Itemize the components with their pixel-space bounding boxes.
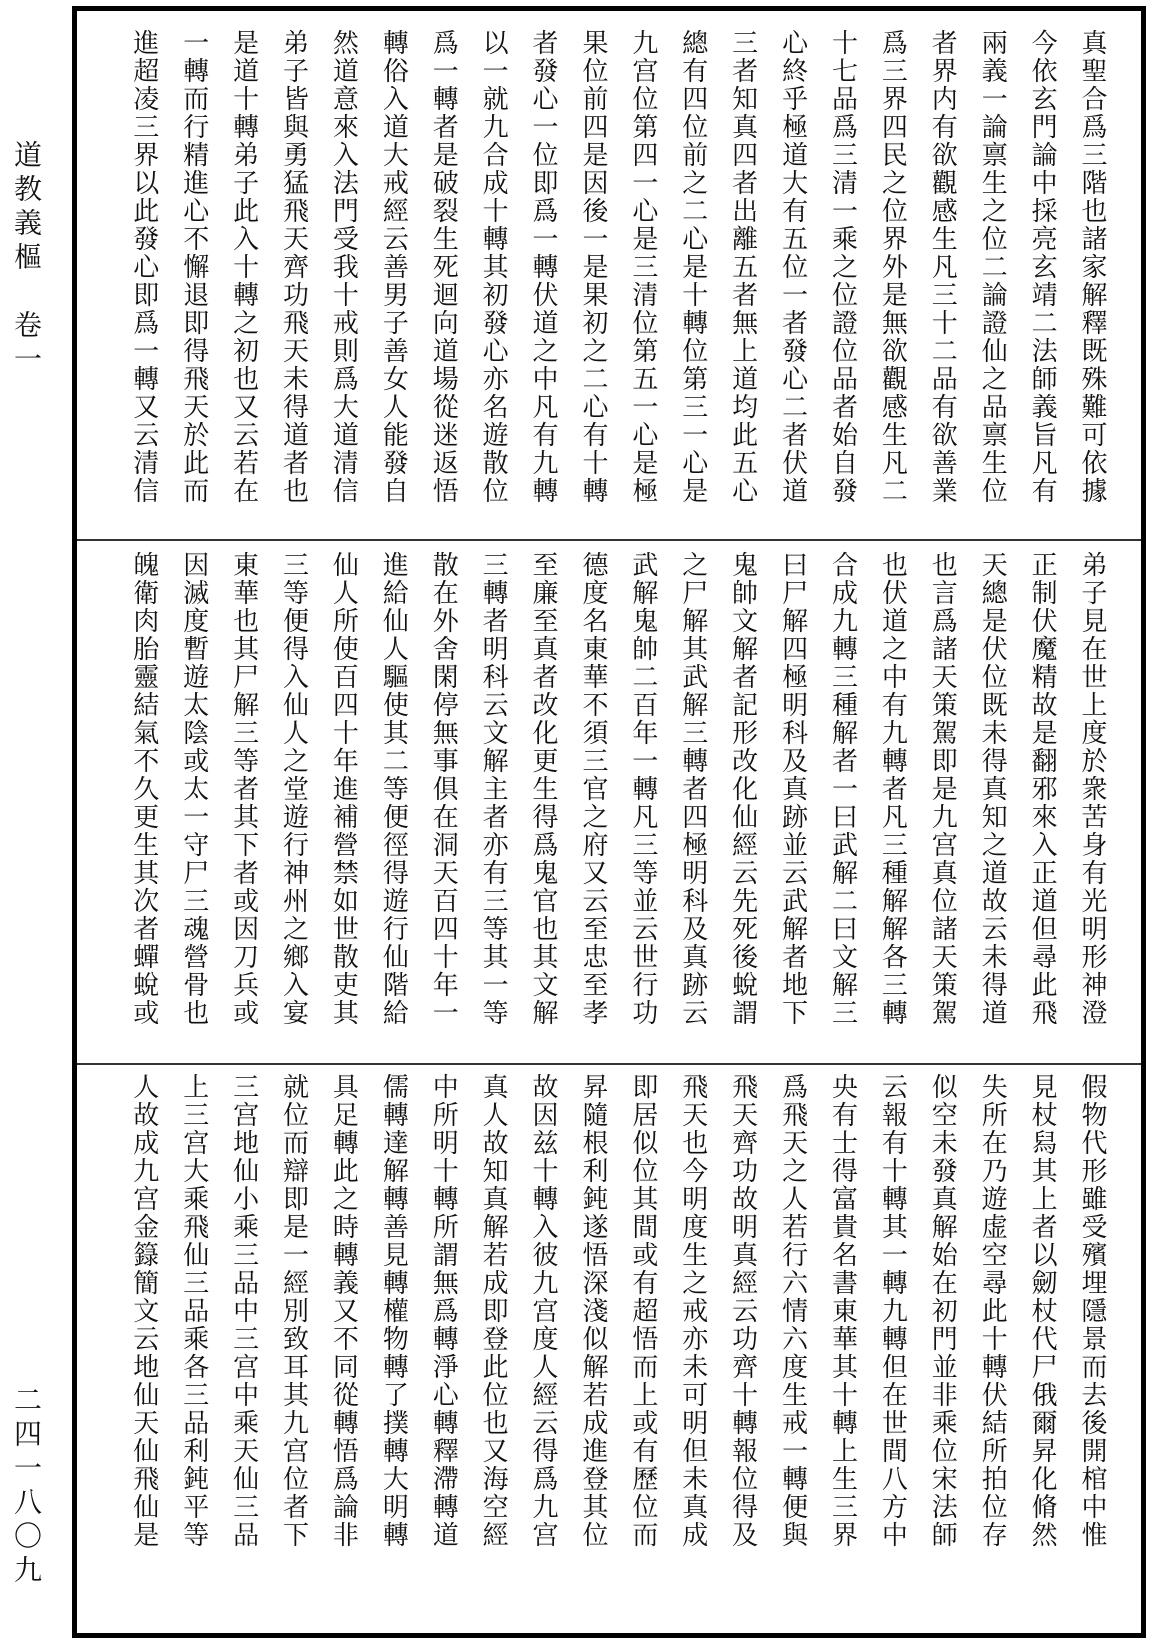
text-column: 人故成九宫金籙簡文云地仙天仙飛仙是 <box>128 1073 159 1549</box>
text-column: 今依玄門論中採亮玄靖二法師義旨凡有 <box>1027 29 1058 505</box>
text-column: 散在外舍閑停無事俱在洞天百四十年一 <box>428 551 459 1027</box>
text-column: 天總是伏位既未得真知之道故云未得道 <box>977 551 1008 1027</box>
text-column: 似空未發真解始在初門並非乘位宋法師 <box>927 1073 958 1549</box>
text-column: 三宫地仙小乘三品中三宫中乘天仙三品 <box>228 1073 259 1549</box>
text-column: 心終乎極道大有五位一者發心二者伏道 <box>777 29 808 505</box>
text-column: 進超凌三界以此發心即爲一轉又云清信 <box>128 29 159 505</box>
text-column: 真人故知真解若成即登此位也又海空經 <box>478 1073 509 1549</box>
text-column: 云報有十轉其一轉九轉但在世間八方中 <box>877 1073 908 1549</box>
text-column: 三等便得入仙人之堂遊行神州之鄉入宴 <box>278 551 309 1027</box>
text-column: 以一就九合成十轉其初發心亦名遊散位 <box>478 29 509 505</box>
text-column: 九宫位第四一心是三清位第五一心是極 <box>627 29 658 505</box>
text-column: 轉俗入道大戒經云善男子善女人能發自 <box>378 29 409 505</box>
text-column: 也伏道之中有九轉者凡三種解解各三轉 <box>877 551 908 1027</box>
text-column: 一轉而行精進心不懈退即得飛天於此而 <box>178 29 209 505</box>
text-register-bottom <box>77 1073 1141 1621</box>
text-column: 三者知真四者出離五者無上道均此五心 <box>727 29 758 505</box>
text-column: 因滅度暫遊太陰或太一守尸三魂營骨也 <box>178 551 209 1027</box>
text-column: 東華也其尸解三等者其下者或因刀兵或 <box>228 551 259 1027</box>
register-divider <box>77 1063 1141 1065</box>
text-column: 弟子見在世上度於衆苦身有光明形神澄 <box>1077 551 1107 1027</box>
text-column: 總有四位前之二心是十轉位第三一心是 <box>677 29 708 505</box>
text-column: 失所在乃遊虚空尋此十轉伏結所拍位存 <box>977 1073 1008 1549</box>
text-column: 故因兹十轉入彼九宫度人經云得爲九宫 <box>528 1073 559 1549</box>
page-frame <box>72 6 1146 1638</box>
text-column: 儒轉達解轉善見轉權物轉了撲轉大明轉 <box>378 1073 409 1549</box>
text-column: 中所明十轉所謂無爲轉淨心轉釋滯轉道 <box>428 1073 459 1549</box>
text-column: 曰尸解四極明科及真跡並云武解者地下 <box>777 551 808 1027</box>
text-column: 昇隨根利鈍遂悟深淺似解若成進登其位 <box>577 1073 608 1549</box>
text-column: 即居似位其間或有超悟而上或有歷位而 <box>627 1073 658 1549</box>
text-register-top <box>77 29 1141 534</box>
text-column: 見杖舄其上者以劒杖代尸俄爾昇化脩然 <box>1027 1073 1058 1549</box>
text-column: 三轉者明科云文解主者亦有三等其一等 <box>478 551 509 1027</box>
text-column: 德度名東華不須三官之府又云至忠至孝 <box>577 551 608 1027</box>
text-column: 爲飛天之人若行六情六度生戒一轉便與 <box>777 1073 808 1549</box>
text-column: 者發心一位即爲一轉伏道之中凡有九轉 <box>528 29 559 505</box>
text-column: 十七品爲三清一乘之位證位品者始自發 <box>827 29 858 505</box>
text-column: 武解鬼帥二百年一轉凡三等並云世行功 <box>627 551 658 1027</box>
text-column: 兩義一論禀生之位二論證仙之品禀生位 <box>977 29 1008 505</box>
text-column: 者界内有欲觀感生凡三十二品有欲善業 <box>927 29 958 505</box>
text-column: 真聖合爲三階也諸家解釋既殊難可依據 <box>1077 29 1107 505</box>
text-column: 之尸解其武解三轉者四極明科及真跡云 <box>677 551 708 1027</box>
text-column: 進給仙人驅使其二等便徑得遊行仙階給 <box>378 551 409 1027</box>
text-column: 就位而辯即是一經別致耳其九宫位者下 <box>278 1073 309 1549</box>
text-column: 果位前四是因後一是果初之二心有十轉 <box>577 29 608 505</box>
text-column: 央有士得富貴名書東華其十轉上生三界 <box>827 1073 858 1549</box>
text-column: 至廉至真者改化更生得爲鬼官也其文解 <box>528 551 559 1027</box>
text-column: 爲一轉者是破裂生死迴向道場從迷返悟 <box>428 29 459 505</box>
text-column: 也言爲諸天策駕即是九宫真位諸天策駕 <box>927 551 958 1027</box>
text-column: 合成九轉三種解者一曰武解二曰文解三 <box>827 551 858 1027</box>
book-title-margin: 道教義樞 卷一 <box>10 140 43 378</box>
text-register-middle <box>77 551 1141 1059</box>
text-column: 魄衛肉胎靈結氣不久更生其次者蟬蛻或 <box>128 551 159 1027</box>
text-column: 正制伏魔精故是翻邪來入正道但尋此飛 <box>1027 551 1058 1027</box>
text-column: 然道意來入法門受我十戒則爲大道清信 <box>328 29 359 505</box>
register-divider <box>77 539 1141 541</box>
text-column: 飛天齊功故明真經云功齊十轉報位得及 <box>727 1073 758 1549</box>
text-column: 弟子皆與勇猛飛天齊功飛天未得道者也 <box>278 29 309 505</box>
text-column: 仙人所使百四十年進補營禁如世散吏其 <box>328 551 359 1027</box>
text-column: 爲三界四民之位界外是無欲觀感生凡二 <box>877 29 908 505</box>
text-column: 是道十轉弟子此入十轉之初也又云若在 <box>228 29 259 505</box>
text-column: 上三宫大乘飛仙三品乘各三品利鈍平等 <box>178 1073 209 1549</box>
text-column: 飛天也今明度生之戒亦未可明但未真成 <box>677 1073 708 1549</box>
text-column: 鬼帥文解者記形改化仙經云先死後蛻謂 <box>727 551 758 1027</box>
text-column: 假物代形雖受殯埋隱景而去後開棺中惟 <box>1077 1073 1107 1549</box>
page-number-margin: 二四一八〇九 <box>10 1385 43 1589</box>
text-column: 具足轉此之時轉義又不同從轉悟爲論非 <box>328 1073 359 1549</box>
